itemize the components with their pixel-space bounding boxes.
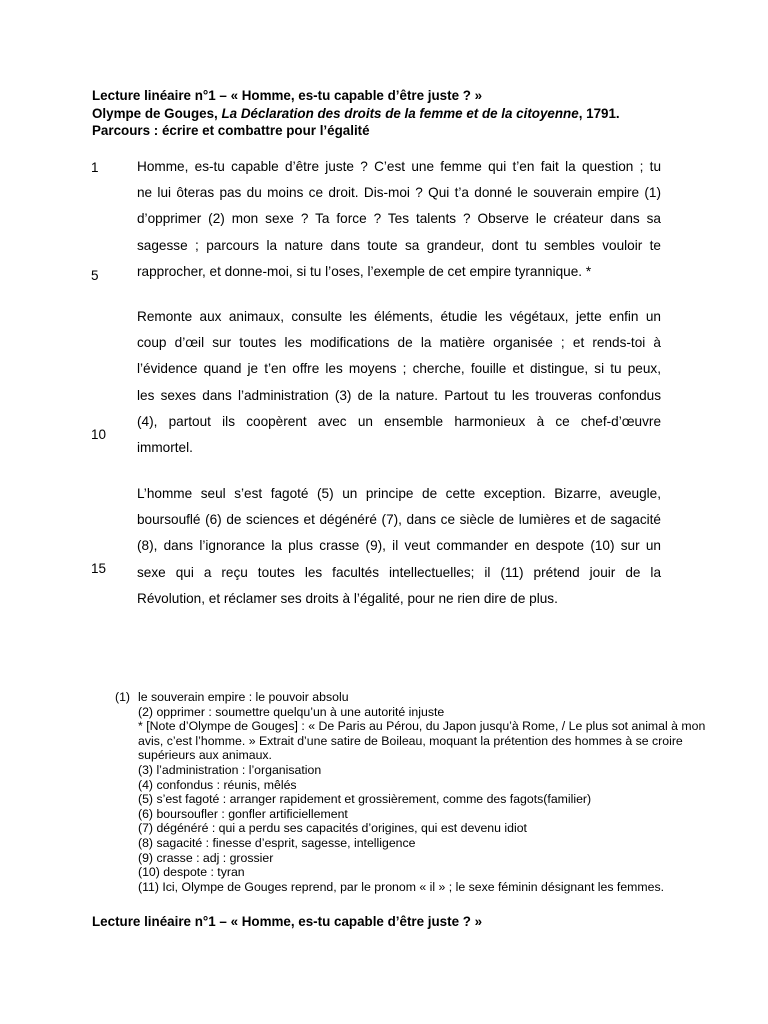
footnote-2: (2) opprimer : soumettre quelqu’un à une autorité injuste — [138, 704, 445, 719]
source-line — [92, 105, 692, 123]
text-line: l’évidence quand je t’en offre les moyens ; cherche, fouille et distingue, si tu peux, — [137, 361, 661, 377]
line-number-1: 1 — [91, 160, 99, 175]
footnote-4: (4) confondus : réunis, mêlés — [138, 777, 297, 792]
footnote-list — [115, 705, 715, 895]
line-number-15: 15 — [91, 561, 107, 576]
text-line: immortel. — [137, 439, 193, 455]
footnote-5: (5) s’est fagoté : arranger rapidement et grossièrement, comme des fagots(familier) — [138, 792, 592, 807]
line-number-5: 5 — [91, 268, 99, 283]
text-line: L’homme seul s’est fagoté (5) un principe de cette exception. Bizarre, aveugle, — [137, 486, 661, 501]
parcours-line: Parcours : écrire et combattre pour l’égalité — [92, 123, 370, 138]
text-line: boursouflé (6) de sciences et dégénéré (7), dans ce siècle de lumières et de sagacité — [137, 512, 661, 528]
paragraph-3 — [137, 481, 661, 612]
text-line: rapprocher, et donne-moi, si tu l’oses, l’exemple de cet empire tyrannique. * — [137, 263, 592, 279]
text-line: les sexes dans l’administration (3) de la nature. Partout tu les trouveras confondus — [137, 387, 661, 403]
source-author: Olympe de Gouges, — [92, 105, 222, 121]
source-year: , 1791. — [578, 105, 620, 121]
text-line: coup d’œil sur toutes les modifications de la matière organisée ; et rends-toi à — [137, 335, 661, 351]
text-line: (8), dans l’ignorance la plus crasse (9), il veut commander en despote (10) sur un — [137, 538, 661, 554]
text-line: Révolution, et réclamer ses droits à l’égalité, pour ne rien dire de plus. — [137, 590, 558, 606]
footnote-11: (11) Ici, Olympe de Gouges reprend, par le pronom « il » ; le sexe féminin désignant les femmes. — [138, 879, 665, 894]
document-header — [92, 87, 692, 140]
footnote-9: (9) crasse : adj : grossier — [138, 850, 274, 865]
footnote-8: (8) sagacité : finesse d’esprit, sagesse, intelligence — [138, 835, 416, 850]
footnote-7: (7) dégénéré : qui a perdu ses capacités d’origines, qui est devenu idiot — [138, 821, 527, 836]
text-line: sexe qui a reçu toutes les facultés intellectuelles; il (11) prétend jouir de la — [137, 564, 661, 580]
paragraph-1 — [137, 154, 661, 285]
footnote-10: (10) despote : tyran — [138, 865, 245, 880]
text-line: ne lui ôteras pas du moins ce droit. Dis-moi ? Qui t’a donné le souverain empire (1) — [137, 185, 661, 201]
footnote-text: le souverain empire : le pouvoir absolu — [138, 690, 349, 704]
footnote-6: (6) boursoufler : gonfler artificiellement — [138, 806, 348, 821]
text-line: Homme, es-tu capable d’être juste ? C’est une femme qui t’en fait la question ; tu — [137, 159, 661, 174]
source-work-title: La Déclaration des droits de la femme et de la citoyenne — [221, 105, 579, 121]
text-line: sagesse ; parcours la nature dans toute sa grandeur, dont tu sembles vouloir te — [137, 237, 661, 253]
text-line: (4), partout ils coopèrent avec un ensemble harmonieux à ce chef-d’œuvre — [137, 413, 661, 429]
page-title: Lecture linéaire n°1 – « Homme, es-tu capable d’être juste ? » — [92, 88, 483, 103]
text-line: d’opprimer (2) mon sexe ? Ta force ? Tes talents ? Observe le créateur dans sa — [137, 211, 661, 227]
footnote-number: (1) — [115, 690, 131, 704]
footnote-3: (3) l’administration : l’organisation — [138, 762, 322, 777]
footer-title: Lecture linéaire n°1 – « Homme, es-tu capable d’être juste ? » — [92, 914, 483, 929]
footnote-author-note: * [Note d’Olympe de Gouges] : « De Paris au Pérou, du Japon jusqu’à Rome, / Le plus sot animal à mon avis, c’est l’homme. » Extrait d’une satire de Boileau, moquant la prétention des hommes à se croire supérieurs aux animaux. — [138, 719, 706, 763]
paragraph-2 — [137, 304, 661, 461]
line-number-10: 10 — [91, 427, 107, 442]
footnote-1 — [115, 690, 715, 705]
text-line: Remonte aux animaux, consulte les éléments, étudie les végétaux, jette enfin un — [137, 309, 661, 324]
footnotes — [115, 690, 715, 894]
